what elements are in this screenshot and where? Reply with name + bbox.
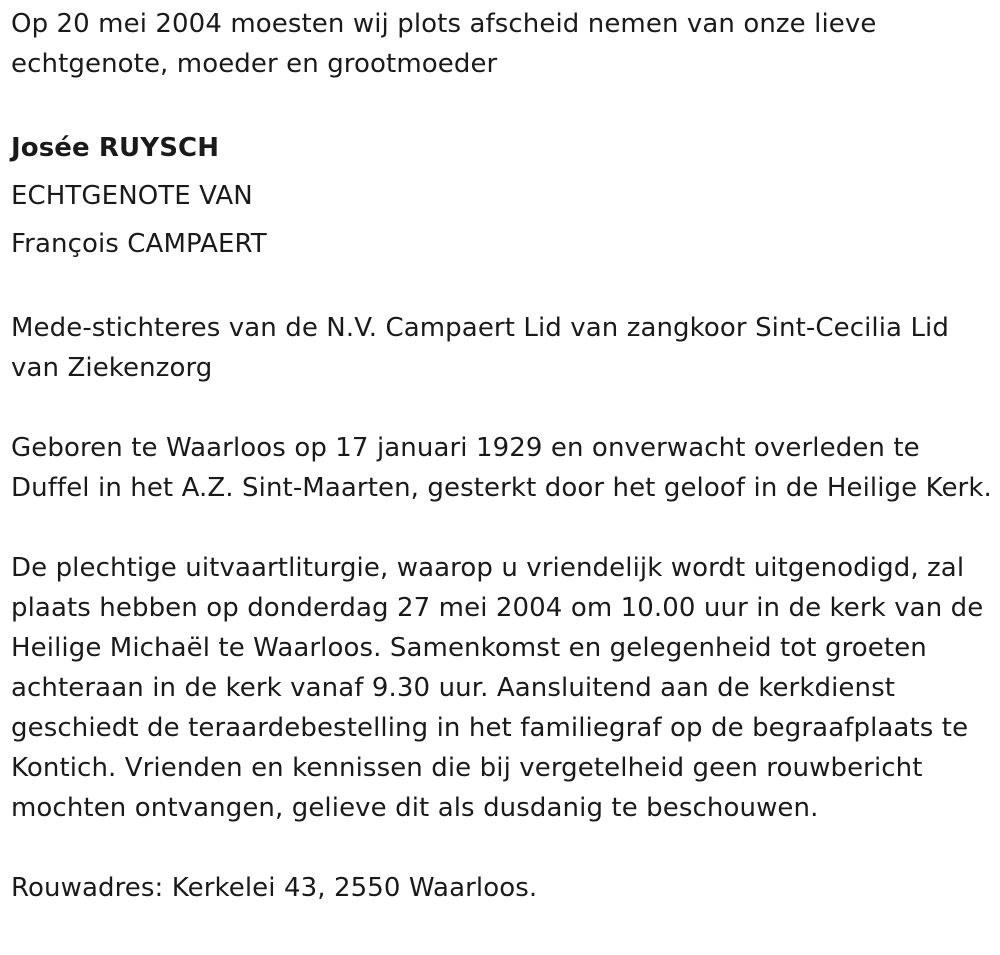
affiliations-paragraph: Mede-stichteres van de N.V. Campaert Lid van zangkoor Sint-Cecilia Lid van Ziekenzorg (11, 313, 949, 383)
spacer (11, 508, 993, 548)
funeral-paragraph: De plechtige uitvaartliturgie, waarop u vriendelijk wordt uitgenodigd, zal plaats hebben op donderdag 27 mei 2004 om 10.00 uur in de kerk van de Heilige Michaël te Waarloos. Samenkomst en gelegenheid tot groeten achteraan in de kerk vanaf 9.30 uur. Aansluitend aan de kerkdienst geschiedt de teraardebestelling in het familiegraf op de begraafplaats te Kontich. Vrienden en kennissen die bij vergetelheid geen rouwbericht mochten ontvangen, gelieve dit als dusdanig te beschouwen. (11, 553, 984, 823)
spacer (11, 828, 993, 868)
relation-label: ECHTGENOTE VAN (11, 181, 253, 211)
address-line: Rouwadres: Kerkelei 43, 2550 Waarloos. (11, 873, 538, 903)
spouse-name: François CAMPAERT (11, 229, 267, 259)
obituary-notice (11, 4, 993, 908)
spacer (11, 84, 993, 124)
birth-death-paragraph: Geboren te Waarloos op 17 januari 1929 en onverwacht overleden te Duffel in het A.Z. Sint-Maarten, gesterkt door het geloof in de Heilige Kerk. (11, 433, 992, 503)
intro-paragraph: Op 20 mei 2004 moesten wij plots afscheid nemen van onze lieve echtgenote, moeder en grootmoeder (11, 9, 877, 79)
spacer (11, 388, 993, 428)
spacer (11, 268, 993, 308)
deceased-name: Josée RUYSCH (11, 133, 220, 163)
